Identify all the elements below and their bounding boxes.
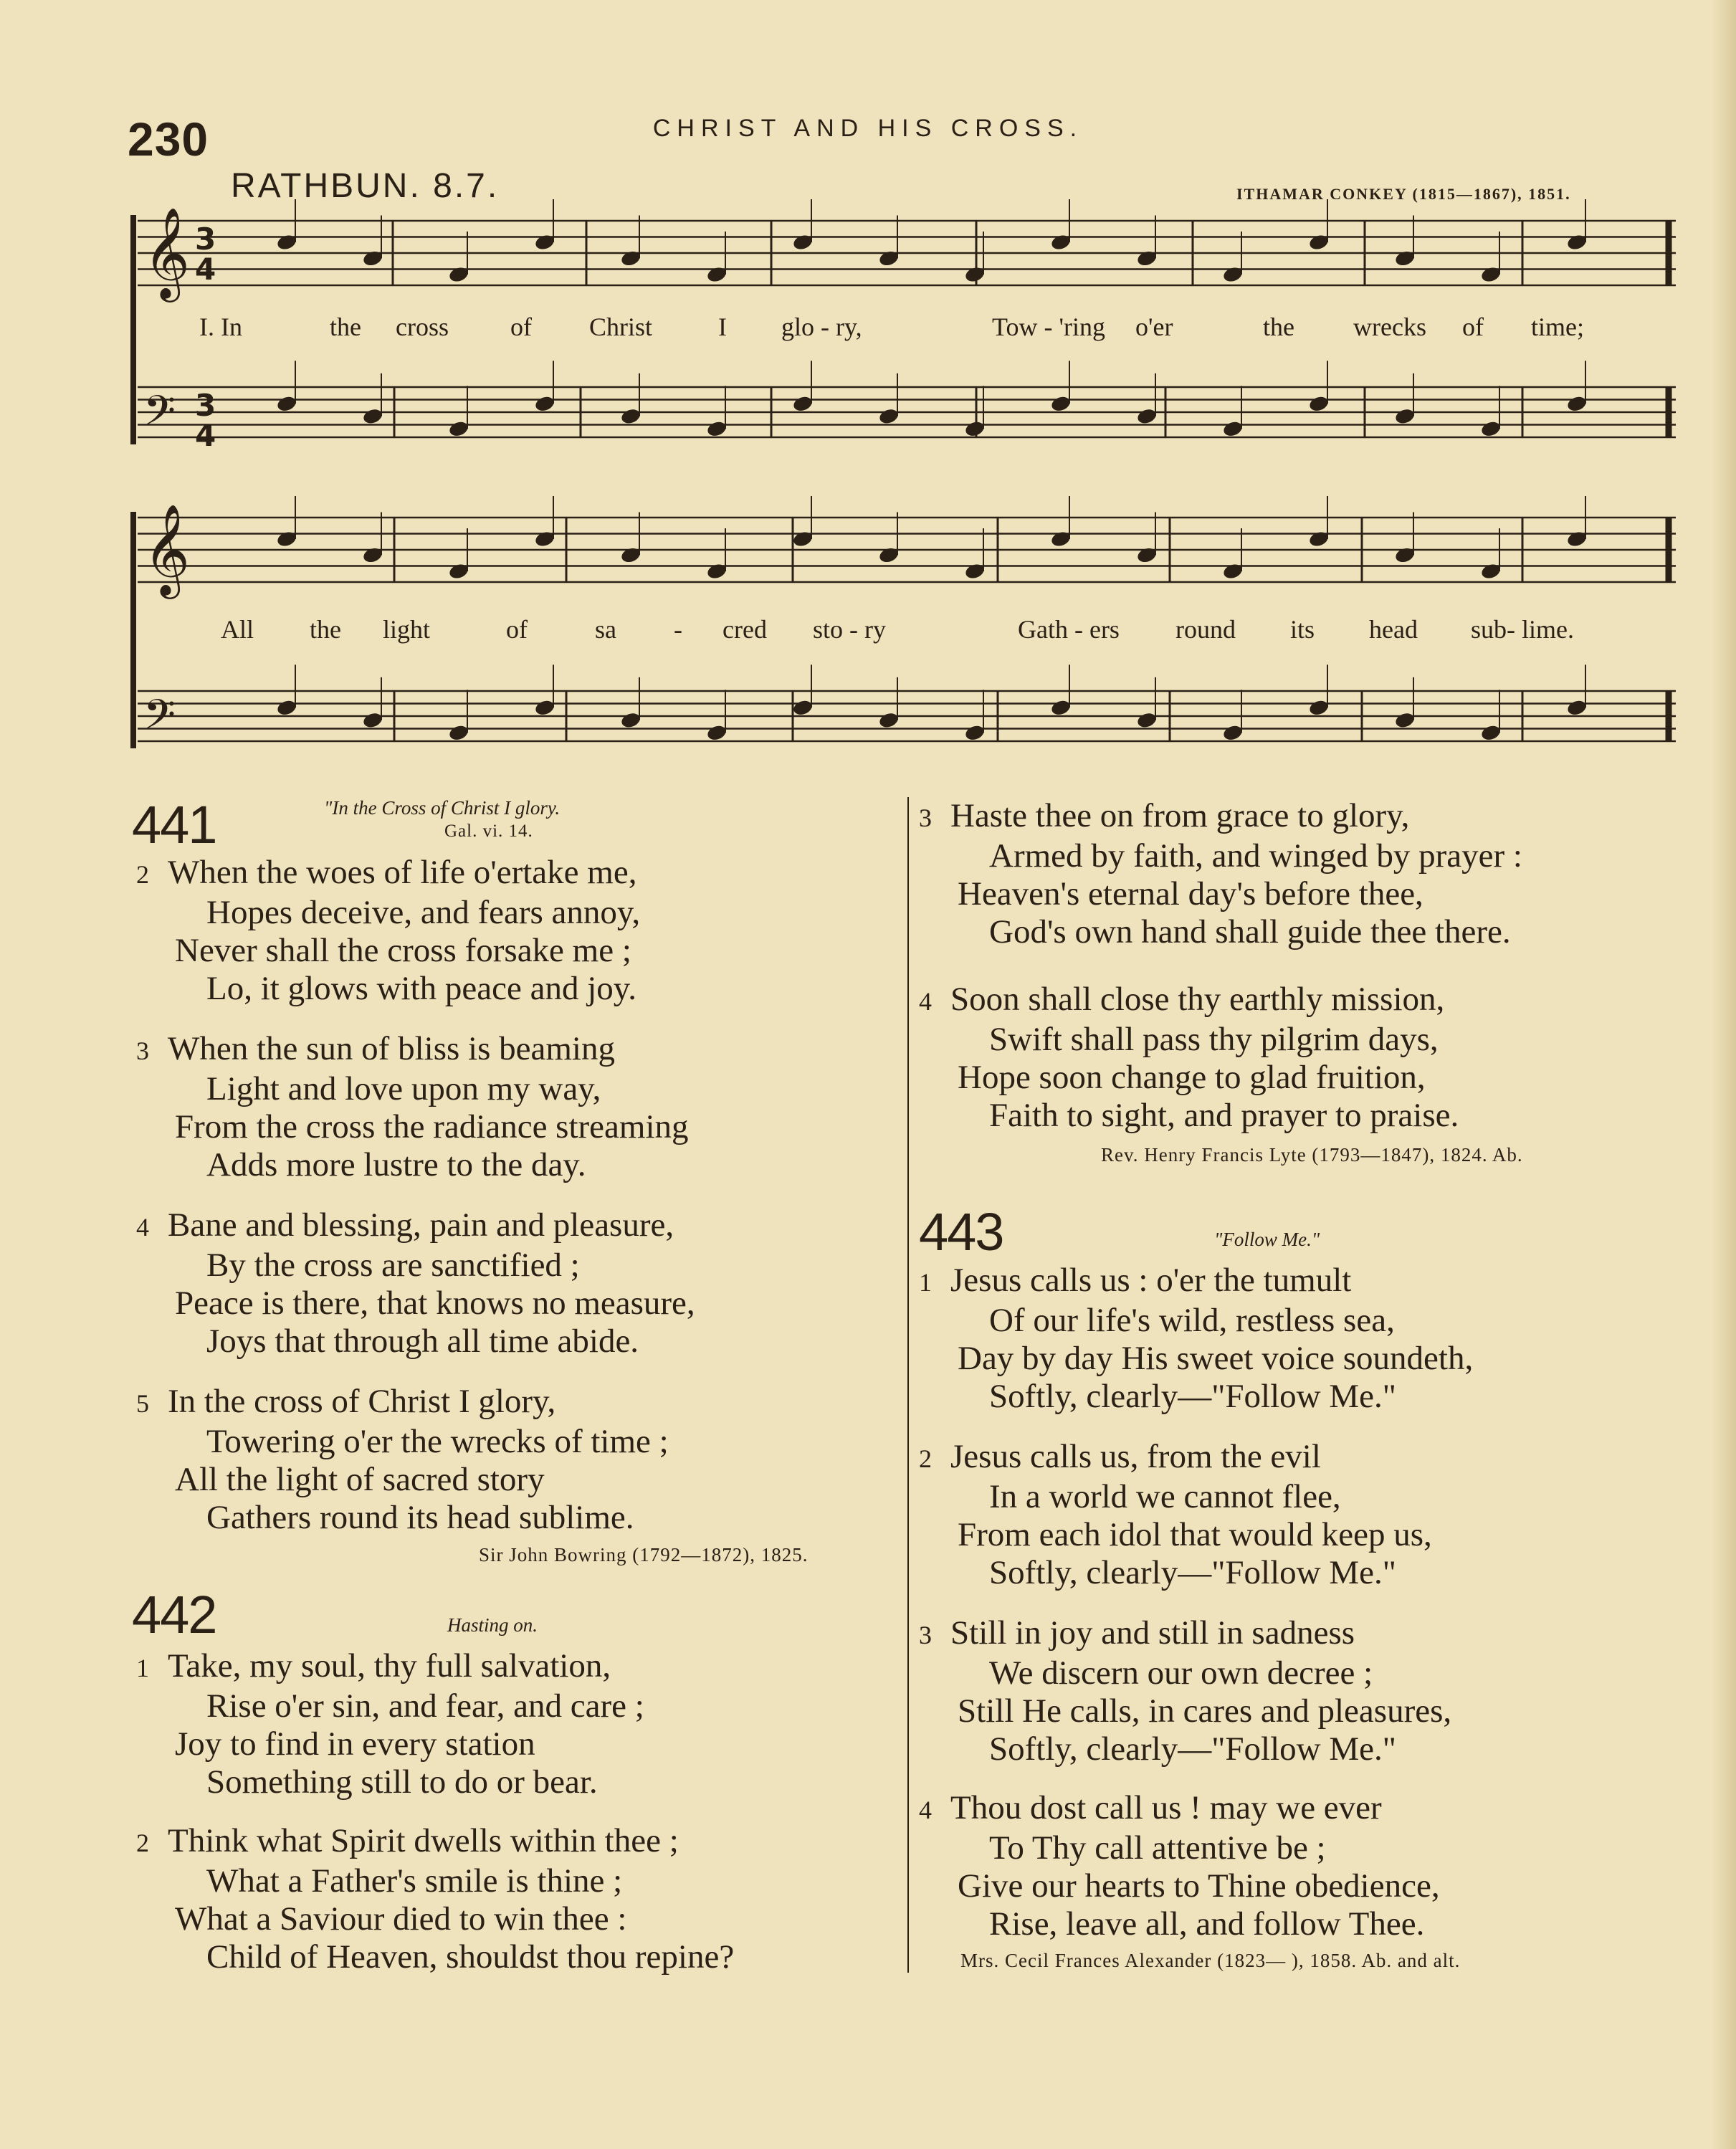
verse-line: Day by day His sweet voice soundeth, — [958, 1340, 1474, 1377]
stanza — [136, 1206, 695, 1361]
verse-line: When the sun of bliss is beaming — [168, 1030, 615, 1067]
tune-name: RATHBUN. 8.7. — [231, 167, 500, 205]
note-head — [362, 249, 384, 268]
note-head — [534, 530, 556, 548]
note-head — [1394, 546, 1416, 565]
verse-line: Faith to sight, and prayer to praise. — [989, 1097, 1459, 1134]
verse-line: Give our hearts to Thine obedience, — [958, 1867, 1440, 1905]
lyric-syllable: - — [674, 615, 682, 644]
scripture-reference: Gal. vi. 14. — [444, 821, 533, 841]
note-head — [1136, 407, 1158, 426]
lyric-syllable: sto - ry — [813, 615, 886, 644]
system-bracket — [130, 215, 136, 444]
lyric-syllable: of — [506, 615, 528, 644]
lyric-syllable: sub- lime. — [1471, 615, 1574, 644]
note-head — [1480, 265, 1502, 284]
lyric-syllable: glo - ry, — [781, 313, 862, 341]
verse-line: Joys that through all time abide. — [206, 1323, 639, 1360]
note-head — [1222, 265, 1244, 284]
note-head — [792, 394, 814, 413]
note-head — [706, 723, 728, 742]
note-head — [1566, 530, 1588, 548]
hymn-number-442: 442 — [132, 1585, 216, 1644]
note-head — [1136, 711, 1158, 730]
stanza — [919, 981, 1459, 1135]
note-head — [534, 394, 556, 413]
note-head — [878, 546, 900, 565]
verse-line: From each idol that would keep us, — [958, 1516, 1432, 1553]
verse-line: What a Saviour died to win thee : — [175, 1900, 627, 1938]
verse-line: Soon shall close thy earthly mission, — [950, 981, 1445, 1018]
stanza-number: 3 — [136, 1037, 149, 1065]
verse-line: By the cross are sanctified ; — [206, 1247, 580, 1284]
note-head — [1394, 249, 1416, 268]
stanza-number: 1 — [136, 1654, 149, 1682]
note-head — [1050, 698, 1072, 717]
verse-line: Rise, leave all, and follow Thee. — [989, 1905, 1425, 1943]
verse-line: What a Father's smile is thine ; — [206, 1862, 623, 1900]
lyric-syllable: Christ — [589, 313, 653, 341]
note-head — [276, 394, 298, 413]
verse-line: Jesus calls us : o'er the tumult — [950, 1262, 1352, 1299]
stanza — [919, 1438, 1432, 1592]
attribution: Mrs. Cecil Frances Alexander (1823— ), 1858. Ab. and alt. — [960, 1950, 1461, 1971]
note-head — [964, 723, 986, 742]
verse-line: Softly, clearly—"Follow Me." — [989, 1730, 1396, 1768]
lyric-syllable: of — [1462, 313, 1484, 341]
note-head — [878, 711, 900, 730]
note-head — [1566, 233, 1588, 252]
verse-line: Haste thee on from grace to glory, — [950, 797, 1410, 834]
time-signature: 4 — [195, 252, 216, 287]
page-number: 230 — [128, 113, 209, 166]
bass-clef-icon: 𝄢 — [143, 386, 176, 445]
verse-line: All the light of sacred story — [175, 1461, 545, 1498]
note-head — [1136, 546, 1158, 565]
note-head — [1308, 530, 1330, 548]
verse-line: Heaven's eternal day's before thee, — [958, 875, 1423, 913]
stanza-number: 2 — [136, 860, 149, 889]
verse-line: Thou dost call us ! may we ever — [950, 1789, 1382, 1826]
note-head — [276, 233, 298, 252]
lyric-syllable: head — [1369, 615, 1418, 644]
verse-line: Hope soon change to glad fruition, — [958, 1059, 1426, 1096]
note-head — [448, 562, 470, 581]
note-head — [362, 546, 384, 565]
hymn-motto: "Follow Me." — [1214, 1229, 1320, 1250]
hymn-motto: "In the Cross of Christ I glory. — [324, 797, 561, 819]
stanza-number: 4 — [136, 1213, 149, 1242]
note-head — [620, 546, 642, 565]
verse-line: Gathers round its head sublime. — [206, 1499, 634, 1536]
verse-line: Still He calls, in cares and pleasures, — [958, 1692, 1452, 1730]
time-signature: 3 — [195, 221, 216, 257]
lyric-syllable: wrecks — [1353, 313, 1426, 341]
lyric-syllable: its — [1290, 615, 1315, 644]
note-head — [706, 562, 728, 581]
stanza-number: 3 — [919, 804, 932, 832]
note-head — [1480, 419, 1502, 438]
note-head — [620, 711, 642, 730]
verse-line: Softly, clearly—"Follow Me." — [989, 1378, 1396, 1415]
verse-line: Swift shall pass thy pilgrim days, — [989, 1021, 1439, 1058]
lyric-syllable: round — [1175, 615, 1236, 644]
stanza — [136, 1030, 689, 1184]
verse-line: When the woes of life o'ertake me, — [168, 854, 637, 891]
lyric-syllable: cred — [722, 615, 767, 644]
stanza — [136, 854, 640, 1008]
stanza-number: 1 — [919, 1268, 932, 1297]
note-head — [878, 249, 900, 268]
music-score — [0, 0, 1736, 760]
lyric-syllable: the — [1263, 313, 1294, 341]
note-head — [1136, 249, 1158, 268]
note-head — [792, 233, 814, 252]
stanza — [919, 1789, 1440, 1943]
verse-line: Take, my soul, thy full salvation, — [168, 1647, 611, 1685]
verse-line: Bane and blessing, pain and pleasure, — [168, 1206, 674, 1244]
lyric-syllable: I. In — [199, 313, 242, 341]
note-head — [1050, 530, 1072, 548]
note-head — [534, 698, 556, 717]
hymn-number-443: 443 — [919, 1202, 1003, 1262]
verse-line: In a world we cannot flee, — [989, 1478, 1341, 1515]
stanza — [919, 1614, 1451, 1768]
note-head — [1222, 723, 1244, 742]
note-head — [1480, 723, 1502, 742]
note-head — [1308, 394, 1330, 413]
running-title: CHRIST AND HIS CROSS. — [652, 115, 1084, 142]
note-head — [362, 407, 384, 426]
verse-line: Never shall the cross forsake me ; — [175, 932, 631, 969]
verse-line: God's own hand shall guide thee there. — [989, 913, 1511, 950]
hymn-number-441: 441 — [132, 795, 216, 854]
tune-composer: ITHAMAR CONKEY (1815—1867), 1851. — [1236, 185, 1571, 203]
note-head — [1222, 419, 1244, 438]
note-head — [276, 530, 298, 548]
verse-line: Adds more lustre to the day. — [206, 1146, 586, 1183]
verse-line: Jesus calls us, from the evil — [950, 1438, 1321, 1475]
stanza-number: 2 — [136, 1829, 149, 1857]
lyric-syllable: o'er — [1135, 313, 1173, 341]
note-head — [964, 419, 986, 438]
lyric-syllable: All — [221, 615, 254, 644]
lyric-syllable: the — [330, 313, 361, 341]
verse-line: Towering o'er the wrecks of time ; — [206, 1423, 669, 1460]
note-head — [706, 265, 728, 284]
lyric-syllable: light — [383, 615, 431, 644]
lyric-syllable: time; — [1531, 313, 1584, 341]
verse-line: Child of Heaven, shouldst thou repine? — [206, 1938, 735, 1976]
verse-line: To Thy call attentive be ; — [989, 1829, 1326, 1867]
verse-line: Peace is there, that knows no measure, — [175, 1285, 695, 1322]
note-head — [1394, 407, 1416, 426]
note-head — [1308, 233, 1330, 252]
note-head — [878, 407, 900, 426]
verse-line: Hopes deceive, and fears annoy, — [206, 894, 641, 931]
note-head — [1566, 698, 1588, 717]
lyric-syllable: of — [510, 313, 532, 341]
hymn-motto: Hasting on. — [447, 1614, 538, 1636]
attribution: Rev. Henry Francis Lyte (1793—1847), 1824. Ab. — [1101, 1144, 1523, 1166]
verse-line: Something still to do or bear. — [206, 1763, 598, 1801]
verse-line: Armed by faith, and winged by prayer : — [989, 837, 1522, 875]
system-bracket — [130, 512, 136, 748]
attribution: Sir John Bowring (1792—1872), 1825. — [479, 1544, 809, 1566]
stanza-number: 3 — [919, 1621, 932, 1649]
note-head — [1566, 394, 1588, 413]
lyric-syllable: I — [718, 313, 727, 341]
note-head — [1394, 711, 1416, 730]
note-head — [276, 698, 298, 717]
stanza-number: 5 — [136, 1389, 149, 1418]
note-head — [1308, 698, 1330, 717]
note-head — [448, 265, 470, 284]
bass-clef-icon: 𝄢 — [143, 690, 176, 749]
stanza-number: 4 — [919, 1796, 932, 1824]
verse-line: Rise o'er sin, and fear, and care ; — [206, 1687, 644, 1725]
note-head — [964, 265, 986, 284]
treble-clef-icon: 𝄞 — [143, 503, 191, 595]
note-head — [792, 530, 814, 548]
lyric-syllable: Gath - ers — [1018, 615, 1120, 644]
stanza-number: 4 — [919, 987, 932, 1016]
note-head — [534, 233, 556, 252]
stanza — [919, 797, 1522, 951]
time-signature: 3 — [195, 388, 216, 423]
stanza — [919, 1262, 1473, 1416]
verse-line: Still in joy and still in sadness — [950, 1614, 1355, 1652]
note-head — [620, 407, 642, 426]
verse-line: Lo, it glows with peace and joy. — [206, 970, 636, 1007]
note-head — [1222, 562, 1244, 581]
note-head — [964, 562, 986, 581]
note-head — [1050, 233, 1072, 252]
verse-line: We discern our own decree ; — [989, 1654, 1373, 1692]
note-head — [1480, 562, 1502, 581]
lyric-syllable: cross — [396, 313, 449, 341]
lyric-syllable: sa — [595, 615, 616, 644]
verse-line: Of our life's wild, restless sea, — [989, 1302, 1395, 1339]
stanza — [136, 1822, 734, 1976]
note-head — [1050, 394, 1072, 413]
treble-clef-icon: 𝄞 — [143, 206, 191, 298]
lyric-syllable: the — [310, 615, 341, 644]
time-signature: 4 — [195, 418, 216, 453]
verse-line: From the cross the radiance streaming — [175, 1108, 689, 1145]
note-head — [620, 249, 642, 268]
note-head — [448, 419, 470, 438]
note-head — [792, 698, 814, 717]
verse-line: Joy to find in every station — [175, 1725, 535, 1763]
verse-line: Softly, clearly—"Follow Me." — [989, 1554, 1396, 1591]
verse-line: In the cross of Christ I glory, — [168, 1383, 556, 1420]
column-divider — [907, 797, 909, 1973]
stanza — [136, 1383, 669, 1537]
stanza — [136, 1647, 644, 1801]
verse-line: Light and love upon my way, — [206, 1070, 601, 1107]
note-head — [706, 419, 728, 438]
stanza-number: 2 — [919, 1444, 932, 1473]
verse-line: Think what Spirit dwells within thee ; — [168, 1822, 679, 1859]
note-head — [362, 711, 384, 730]
lyric-syllable: Tow - 'ring — [992, 313, 1105, 341]
note-head — [448, 723, 470, 742]
